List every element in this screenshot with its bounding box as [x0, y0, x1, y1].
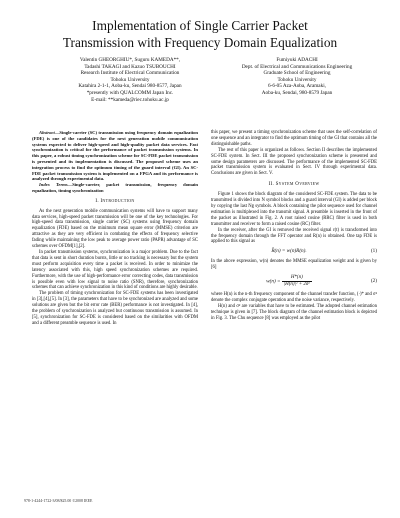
section-heading-system-overview: II. System Overview — [268, 182, 320, 188]
equation-explanation: In the above expression, w(n) denotes the MMSE equalization weight and is given by [6] — [211, 259, 377, 271]
title-line-2: Transmission with Frequency Domain Equalization — [62, 35, 338, 50]
equation-2-denominator: |H(n)|² + 2σ² — [283, 282, 310, 288]
index-terms-label: Index Terms — [39, 182, 68, 188]
index-terms — [32, 182, 198, 194]
author-line: *presently with QUALCOMM Japan Inc. — [86, 89, 174, 96]
equation-2-body — [211, 275, 367, 288]
right-paragraph-2: The rest of this paper is organized as follows. Section II describes the implemented SC-FDE system. In Sect. III the proposed synchronization scheme is presented and some design parameters are discussed. The performance of the implemented SC-FDE packet transmission system is evaluated in Sect. IV through experimental data. Conclusions are given in Sect. V. — [211, 147, 377, 177]
right-paragraph-1: this paper, we present a timing synchronization scheme that uses the self-correlation of one sequence and an integrator to find the optimum timing of the GI that contains all the distinguishable paths. — [211, 130, 377, 147]
author-line: Katahira 2-1-1, Aoba-ku, Sendai 980-8577, Japan — [78, 83, 182, 90]
system-paragraph-1: Figure 1 shows the block diagram of the considered SC-FDE system. The data to be transmitted is divided into N symbol blocks and a guard interval (GI) is added per block by copying the last Ng symbols. A block containing the pilot sequence used for channel estimation is multiplexed into the transmit signal. A preamble is inserted in the front of the packet as illustrated in Fig. 2. A root raised cosine (RRC) filter is used in both transmitter and receiver to form a raised cosine (RC) filter. — [211, 192, 377, 227]
author-block-left — [40, 57, 220, 103]
title-line-1: Implementation of Single Carrier Packet — [92, 18, 308, 33]
author-line: Research Institute of Electrical Communication — [80, 70, 180, 77]
paper-title — [20, 17, 380, 51]
index-terms-text: —Single-carrier, packet transmission, frequency domain equalization, timing synchronization — [32, 182, 198, 193]
equation-2-fraction — [282, 275, 312, 288]
system-paragraph-4: H(n) and σ² are variables that have to be estimated. The adopted channel estimation technique is given in [7]. The block diagram of the channel estimation block is depicted in Fig. 3. The Chu sequence [8] was employed as the pilot — [211, 303, 377, 321]
author-line: Aoba-ku, Sendai, 980-8579 Japan — [261, 89, 333, 96]
equation-2-numerator: H*(n) — [282, 275, 312, 282]
author-line: Tohoku University — [110, 76, 150, 83]
abstract-text: —Single-carrier (SC) transmission using frequency domain equalization (FDE) is one of the candidates for the next generation mobile communication systems expected to deliver high-speed and high-quality packet data services. Fast synchronization is critical for the performance of packet transmission systems. In this paper, a robust timing synchronization scheme for SC-FDE packet transmission is presented and its implementation is discussed. The proposed scheme uses an integration process to find the optimum timing of the guard interval (GI). An SC-FDE packet transmission system is implemented on a FPGA and its performance is analyzed through experimental data. — [32, 130, 198, 182]
author-line: 6-6-05 Aza-Aoba, Aramaki, — [268, 83, 326, 90]
right-column — [211, 130, 377, 322]
copyright-footer: 978-1-4244-1722-3/08/$25.00 ©2008 IEEE — [24, 499, 93, 503]
author-line: Graduate School of Engineering — [263, 70, 331, 77]
author-line: Tohoku University — [277, 76, 317, 83]
section-heading-introduction: I. Introduction — [95, 198, 135, 204]
author-block-right — [222, 57, 372, 97]
equation-2 — [211, 275, 377, 288]
author-line: Fumiyuki ADACHI — [276, 57, 318, 63]
intro-paragraph-3: The problem of timing synchronization for SC-FDE systems has been investigated in [3],[4],[5]. In [3], the parameters that have to be synchronized are analyzed and some solutions are given but the bit error rate (BER) performance is not investigated. In [4], the problem of synchronization is analyzed but continuous transmission is assumed. In [5], synchronization for SC-FDE is considered based on the similarities with OFDM and a different preamble sequence is used. In — [32, 291, 198, 326]
abstract-label: Abstract — [39, 130, 55, 135]
author-line: Dept. of Electrical and Communications Engineering — [241, 63, 353, 70]
equation-1 — [211, 249, 377, 255]
system-paragraph-2: In the receiver, after the GI is removed the received signal r(t) is transformed into the frequency domain through the FFT operator and R(n) is obtained. One tap FDE is applied to this signal as — [211, 227, 377, 245]
abstract — [32, 130, 198, 182]
equation-1-body: R̂(n) = w(n)R(n). — [271, 248, 307, 255]
left-column — [32, 130, 198, 327]
system-paragraph-3: where H(n) is the n-th frequency component of the channel transfer function, (·)* and σ² denote the complex conjugate operation and the noise variance, respectively. — [211, 292, 377, 303]
intro-paragraph-1: As the next generation mobile communication systems will have to support many data services, high-speed packet transmission will be one of the key technologies. For high-speed data transmission, single carrier (SC) systems using frequency domain equalization (FDE) based on the minimum mean square error (MMSE) criterion are attractive as they are very efficient in combating the effects of frequency selective fading while maintaining the low peak to average power ratio (PAPR) advantage of SC schemes over OFDM[1],[2]. — [32, 208, 198, 250]
author-email: E-mail: **kameda@riec.tohoku.ac.jp — [91, 96, 169, 103]
intro-paragraph-2: In packet transmission systems, synchronization is a major problem. Due to the fact that data is sent in short duration bursts, little or no tracking is necessary but the system must perform acquisition every time a packet is received. In order to minimize the latency associated with this, high speed synchronization schemes are required. Furthermore, with the use of high-performance error correcting codes, data transmission is possible even with low signal to noise ratio (SNR), therefore, synchronization schemes that can achieve synchronization in this kind of conditions are highly desirable. — [32, 250, 198, 291]
equation-2-number: (2) — [370, 277, 377, 284]
author-line: Tadashi TAKAGI and Kazuo TSUBOUCHI — [84, 63, 176, 70]
equation-2-lhs: w(n) = — [266, 278, 281, 285]
author-line: Valentin GHEORGHIU*, Suguru KAMEDA**, — [79, 57, 181, 63]
equation-1-number: (1) — [370, 248, 377, 255]
